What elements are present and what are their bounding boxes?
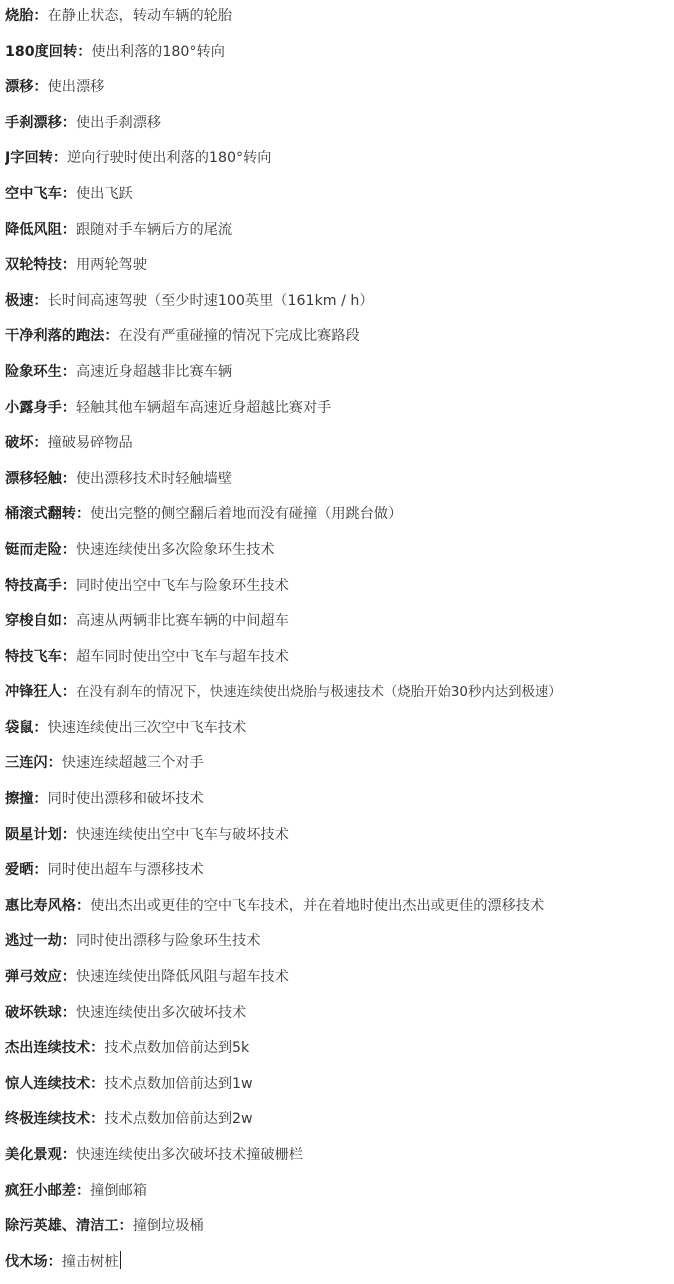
- entry-term: 擦撞: [5, 791, 34, 808]
- entry-term: 铤而走险: [5, 541, 62, 558]
- entry-term: 降低风阻: [5, 221, 62, 238]
- entry-separator: ：: [52, 150, 68, 167]
- entry-separator: ：: [61, 577, 76, 594]
- entry-description: 超车同时使出空中飞车与超车技术: [75, 648, 289, 665]
- entry-separator: ：: [61, 541, 76, 558]
- entry-description: 用两轮驾驶: [75, 257, 147, 274]
- entry-separator: ：: [61, 185, 76, 202]
- entry-description: 使出飞跃: [75, 185, 133, 202]
- entry-separator: ：: [33, 862, 48, 879]
- entry-description: 长时间高速驾驶（至少时速100英里（161km / h）: [47, 292, 374, 309]
- list-item: [5, 679, 674, 715]
- list-item: [5, 359, 674, 395]
- entry-description: 使出杰出或更佳的空中飞车技术，并在着地时使出杰出或更佳的漂移技术: [90, 897, 545, 914]
- entry-term: 穿梭自如: [5, 613, 62, 630]
- entry-term: 惠比寿风格: [5, 897, 76, 914]
- entry-term: 特技高手: [5, 577, 62, 594]
- entry-description: 使出利落的180°转向: [91, 43, 225, 60]
- list-item: [5, 964, 674, 1000]
- text-cursor: [120, 1251, 121, 1269]
- entry-separator: ：: [33, 435, 48, 452]
- entry-description: 在静止状态，转动车辆的轮胎: [47, 8, 233, 24]
- entry-description: 同时使出空中飞车与险象环生技术: [75, 577, 289, 594]
- entry-term: 杰出连续技术: [5, 1040, 91, 1057]
- entry-description: 快速连续使出多次险象环生技术: [75, 541, 275, 558]
- list-item: [5, 573, 674, 609]
- entry-description: 技术点数加倍前达到5k: [104, 1040, 250, 1057]
- entry-separator: ：: [61, 470, 76, 487]
- list-item: [5, 1106, 674, 1142]
- entry-separator: ：: [90, 1111, 105, 1128]
- list-item: [5, 608, 674, 644]
- entry-term: 手刹漂移: [5, 114, 62, 131]
- list-item: [5, 501, 674, 537]
- list-item: [5, 715, 674, 751]
- list-item: [5, 1249, 674, 1284]
- list-item: [5, 822, 674, 858]
- entry-description: 使出漂移技术时轻触墙壁: [75, 470, 233, 487]
- entry-description: 快速连续使出多次破坏技术: [75, 1004, 247, 1021]
- entry-term: J字回转: [5, 150, 53, 167]
- entry-separator: ：: [61, 826, 76, 843]
- entry-description: 跟随对手车辆后方的尾流: [75, 221, 233, 238]
- entry-separator: ：: [33, 791, 48, 808]
- entry-term: 爱晒: [5, 862, 34, 879]
- entry-term: 破坏: [5, 435, 34, 452]
- entry-separator: ：: [33, 79, 48, 96]
- entry-term: 逃过一劫: [5, 933, 62, 950]
- list-item: [5, 893, 674, 929]
- entry-term: 弹弓效应: [5, 969, 62, 986]
- entry-description: 技术点数加倍前达到1w: [104, 1075, 253, 1092]
- list-item: [5, 1213, 674, 1249]
- list-item: [5, 217, 674, 253]
- list-item: [5, 857, 674, 893]
- list-item: [5, 466, 674, 502]
- entry-description: 快速连续使出多次破坏技术撞破栅栏: [75, 1147, 303, 1163]
- entry-term: 陨星计划: [5, 826, 62, 843]
- entry-separator: ：: [47, 1253, 62, 1270]
- entry-description: 同时使出超车与漂移技术: [47, 862, 204, 879]
- entry-description: 撞破易碎物品: [47, 435, 133, 452]
- list-item: [5, 74, 674, 110]
- entry-term: 疯狂小邮差: [5, 1182, 76, 1199]
- entry-separator: ：: [118, 1218, 133, 1235]
- entry-separator: ：: [47, 755, 62, 772]
- list-item: [5, 750, 674, 786]
- entry-separator: ：: [33, 292, 48, 309]
- list-item: [5, 252, 674, 288]
- entry-term: 除污英雄、清洁工: [5, 1218, 119, 1235]
- entry-term: 小露身手: [5, 399, 62, 416]
- entry-term: 终极连续技术: [5, 1111, 91, 1128]
- entry-term: 惊人连续技术: [5, 1075, 91, 1092]
- entry-description: 撞倒邮箱: [90, 1182, 147, 1199]
- entry-separator: ：: [61, 363, 76, 380]
- entry-separator: ：: [61, 399, 76, 416]
- list-item: [5, 323, 674, 359]
- list-item: [5, 430, 674, 466]
- entry-description: 快速连续使出空中飞车与破坏技术: [75, 826, 289, 843]
- list-item: [5, 644, 674, 680]
- entry-term: 特技飞车: [5, 648, 62, 665]
- entry-separator: ：: [75, 897, 91, 914]
- entry-description: 轻触其他车辆超车高速近身超越比赛对手: [75, 399, 332, 416]
- entry-separator: ：: [77, 43, 92, 60]
- entry-separator: ：: [61, 114, 76, 131]
- entry-term: 烧胎: [5, 8, 34, 24]
- entry-description: 技术点数加倍前达到2w: [104, 1111, 253, 1128]
- list-item: [5, 145, 674, 181]
- entry-description: 撞击树桩: [61, 1253, 119, 1270]
- list-item: [5, 3, 674, 39]
- entry-term: 美化景观: [5, 1147, 62, 1163]
- entry-term: 空中飞车: [5, 185, 62, 202]
- entry-term: 180度回转: [5, 43, 78, 60]
- list-item: [5, 786, 674, 822]
- entry-separator: ：: [33, 719, 48, 736]
- entry-description: 快速连续使出三次空中飞车技术: [47, 719, 247, 736]
- entry-description: 同时使出漂移和破坏技术: [47, 791, 204, 808]
- entry-description: 使出完整的侧空翻后着地而没有碰撞（用跳台做）: [90, 506, 403, 523]
- list-item: [5, 181, 674, 217]
- list-item: [5, 537, 674, 573]
- list-item: [5, 1142, 674, 1178]
- entry-description: 同时使出漂移与险象环生技术: [75, 933, 261, 950]
- list-item: [5, 288, 674, 324]
- entry-separator: ：: [104, 328, 119, 345]
- entry-description: 快速连续使出降低风阻与超车技术: [75, 969, 289, 986]
- entry-separator: ：: [61, 684, 76, 701]
- entry-separator: ：: [61, 648, 76, 665]
- entry-separator: ：: [75, 506, 91, 523]
- entry-description: 撞倒垃圾桶: [132, 1218, 204, 1235]
- list-item: [5, 395, 674, 431]
- entry-term: 极速: [5, 292, 34, 309]
- entry-separator: ：: [61, 933, 76, 950]
- entry-separator: ：: [75, 1182, 91, 1199]
- entry-separator: ：: [61, 1147, 76, 1163]
- list-item: [5, 1035, 674, 1071]
- entry-description: 使出漂移: [47, 79, 105, 96]
- entry-separator: ：: [61, 613, 76, 630]
- entry-term: 破坏铁球: [5, 1004, 62, 1021]
- entry-description: 快速连续超越三个对手: [61, 755, 204, 772]
- entry-separator: ：: [90, 1040, 105, 1057]
- entry-description: 逆向行驶时使出利落的180°转向: [67, 150, 272, 167]
- list-item: [5, 1000, 674, 1036]
- entry-separator: ：: [61, 257, 76, 274]
- entry-term: 冲锋狂人: [5, 684, 62, 701]
- entry-term: 漂移: [5, 79, 34, 96]
- entry-term: 险象环生: [5, 363, 62, 380]
- entry-term: 三连闪: [5, 755, 48, 772]
- entry-separator: ：: [61, 969, 76, 986]
- entry-description: 使出手刹漂移: [75, 114, 162, 131]
- list-item: [5, 1071, 674, 1107]
- entry-description: 高速近身超越非比赛车辆: [75, 363, 233, 380]
- entry-description: 在没有刹车的情况下，快速连续使出烧胎与极速技术（烧胎开始30秒内达到极速）: [75, 685, 562, 701]
- entry-term: 桶滚式翻转: [5, 506, 76, 523]
- entry-term: 伐木场: [5, 1253, 48, 1270]
- list-item: [5, 928, 674, 964]
- entry-term: 漂移轻触: [5, 470, 62, 487]
- entry-description: 在没有严重碰撞的情况下完成比赛路段: [118, 328, 360, 345]
- entry-separator: ：: [61, 1004, 76, 1021]
- entry-term: 双轮特技: [5, 257, 62, 274]
- entry-term: 袋鼠: [5, 719, 34, 736]
- entry-separator: ：: [61, 221, 76, 238]
- list-item: [5, 1178, 674, 1214]
- entry-separator: ：: [90, 1075, 105, 1092]
- entry-term: 干净利落的跑法: [5, 328, 105, 345]
- list-item: [5, 39, 674, 75]
- entry-separator: ：: [33, 8, 48, 24]
- list-item: [5, 110, 674, 146]
- entry-description: 高速从两辆非比赛车辆的中间超车: [75, 613, 289, 630]
